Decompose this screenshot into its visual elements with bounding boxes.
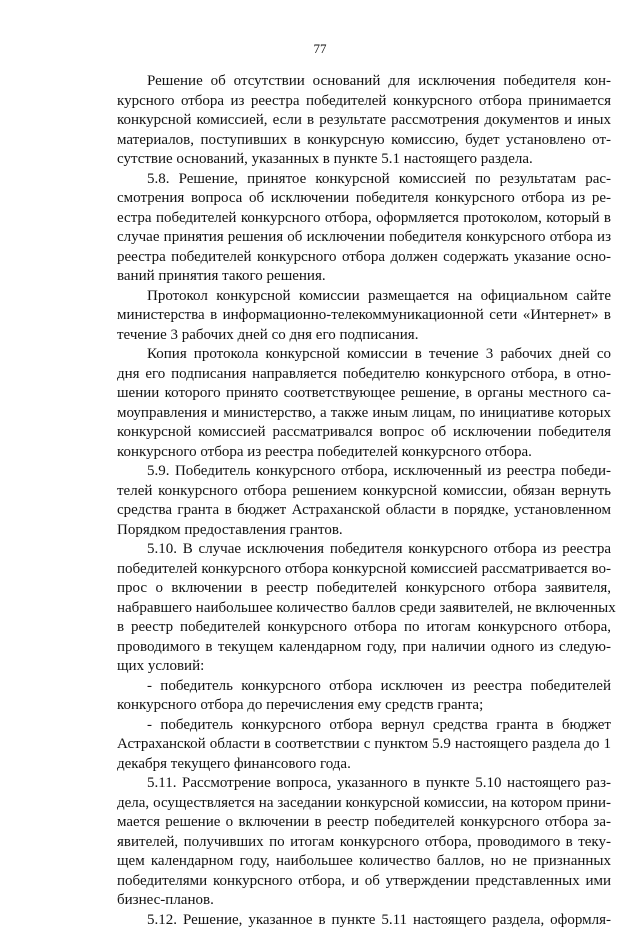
paragraph <box>117 774 611 911</box>
text-line: победителей конкурсного отбора конкурсной комиссией рассматривается во- <box>117 560 611 580</box>
text-line: случае принятия решения об исключении победителя конкурсного отбора из <box>117 228 611 248</box>
text-line: щем календарном году, наибольшее количество баллов, но не признанных <box>117 852 611 872</box>
text-line: шении которого принято соответствующее решение, в органы местного са- <box>117 384 611 404</box>
text-line: конкурсной комиссией, если в результате рассмотрения документов и иных <box>117 111 611 131</box>
text-line: набравшего наибольшее количество баллов среди заявителей, не включенных <box>117 599 611 619</box>
text-line: средства гранта в бюджет Астраханской области в порядке, установленном <box>117 501 611 521</box>
text-line: Протокол конкурсной комиссии размещается на официальном сайте <box>117 287 611 307</box>
text-line: декабря текущего финансового года. <box>117 755 611 775</box>
text-line: сутствие оснований, указанных в пункте 5.1 настоящего раздела. <box>117 150 611 170</box>
text-line: бизнес-планов. <box>117 891 611 911</box>
text-line: течение 3 рабочих дней со дня его подписания. <box>117 326 611 346</box>
text-line: ваний принятия такого решения. <box>117 267 611 287</box>
paragraph <box>117 72 611 170</box>
page-number: 77 <box>0 41 640 57</box>
text-line: моуправления и министерство, а также иным лицам, по инициативе которых <box>117 404 611 424</box>
text-line: Астраханской области в соответствии с пунктом 5.9 настоящего раздела до 1 <box>117 735 611 755</box>
text-line: конкурсного отбора до перечисления ему средств гранта; <box>117 696 611 716</box>
text-line: смотрения вопроса об исключении победителя конкурсного отбора из ре- <box>117 189 611 209</box>
paragraph <box>117 677 611 716</box>
text-line: материалов, поступивших в конкурсную комиссию, будет установлено от- <box>117 131 611 151</box>
text-line: в реестр победителей конкурсного отбора по итогам конкурсного отбора, <box>117 618 611 638</box>
text-line: победителями конкурсного отбора, и об утверждении представленных ими <box>117 872 611 892</box>
text-line: 5.10. В случае исключения победителя конкурсного отбора из реестра <box>117 540 611 560</box>
document-body <box>117 72 611 930</box>
text-line: естра победителей конкурсного отбора, оформляется протоколом, который в <box>117 209 611 229</box>
paragraph <box>117 911 611 930</box>
text-line: конкурсной комиссией рассматривался вопрос об исключении победителя <box>117 423 611 443</box>
text-line: телей конкурсного отбора решением конкурсной комиссии, обязан вернуть <box>117 482 611 502</box>
text-line: министерства в информационно-телекоммуникационной сети «Интернет» в <box>117 306 611 326</box>
text-line: Порядком предоставления грантов. <box>117 521 611 541</box>
text-line: 5.9. Победитель конкурсного отбора, исключенный из реестра победи- <box>117 462 611 482</box>
text-line: мается решение о включении в реестр победителей конкурсного отбора за- <box>117 813 611 833</box>
paragraph <box>117 462 611 540</box>
text-line: Решение об отсутствии оснований для исключения победителя кон- <box>117 72 611 92</box>
paragraph <box>117 540 611 677</box>
paragraph <box>117 716 611 775</box>
text-line: 5.12. Решение, указанное в пункте 5.11 настоящего раздела, оформля- <box>117 911 611 930</box>
text-line: конкурсного отбора из реестра победителей конкурсного отбора. <box>117 443 611 463</box>
text-line: проводимого в текущем календарном году, при наличии одного из следую- <box>117 638 611 658</box>
text-line: 5.11. Рассмотрение вопроса, указанного в пункте 5.10 настоящего раз- <box>117 774 611 794</box>
text-line: Копия протокола конкурсной комиссии в течение 3 рабочих дней со <box>117 345 611 365</box>
text-line: щих условий: <box>117 657 611 677</box>
paragraph <box>117 345 611 462</box>
text-line: явителей, получивших по итогам конкурсного отбора, проводимого в теку- <box>117 833 611 853</box>
paragraph <box>117 287 611 346</box>
text-line: реестра победителей конкурсного отбора должен содержать указание осно- <box>117 248 611 268</box>
text-line: 5.8. Решение, принятое конкурсной комиссией по результатам рас- <box>117 170 611 190</box>
text-line: прос о включении в реестр победителей конкурсного отбора заявителя, <box>117 579 611 599</box>
text-line: курсного отбора из реестра победителей конкурсного отбора принимается <box>117 92 611 112</box>
text-line: дела, осуществляется на заседании конкурсной комиссии, на котором прини- <box>117 794 611 814</box>
text-line: - победитель конкурсного отбора исключен из реестра победителей <box>117 677 611 697</box>
paragraph <box>117 170 611 287</box>
text-line: дня его подписания направляется победителю конкурсного отбора, в отно- <box>117 365 611 385</box>
text-line: - победитель конкурсного отбора вернул средства гранта в бюджет <box>117 716 611 736</box>
